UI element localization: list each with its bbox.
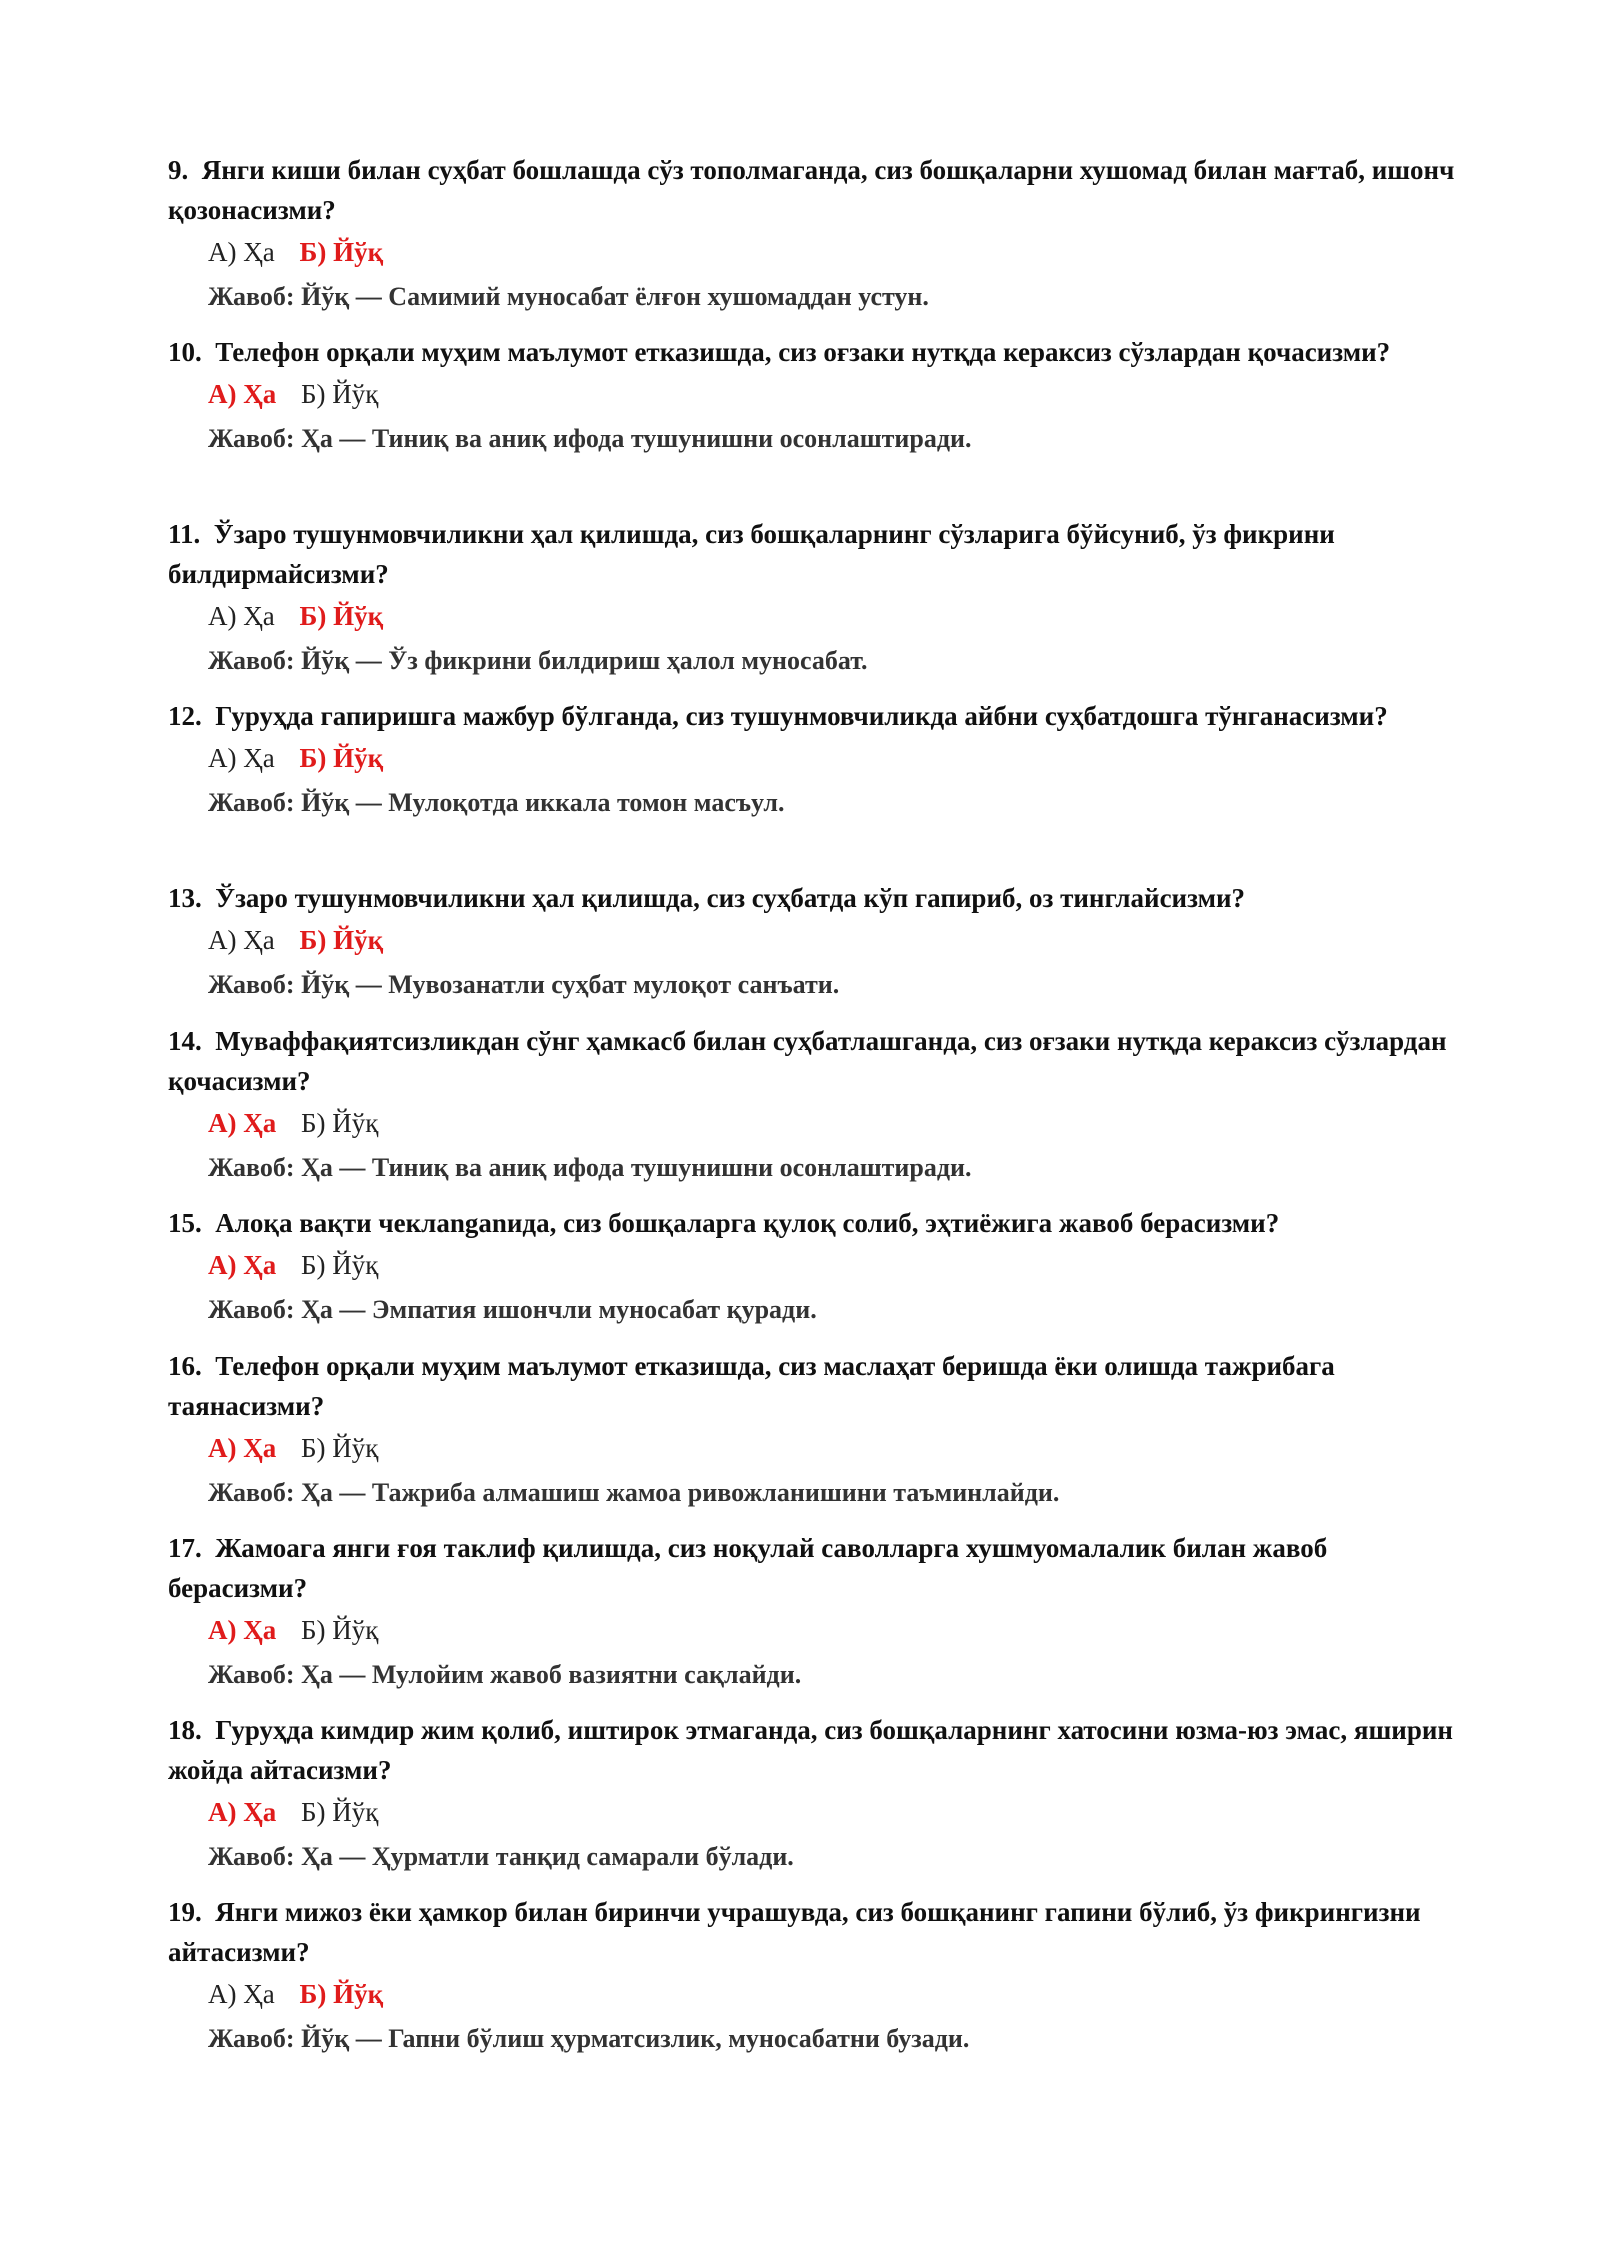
answer-line: Жавоб: Йўқ — Мувозанатли суҳбат мулоқот санъати. xyxy=(208,970,840,999)
option-b-correct: Б) Йўқ xyxy=(299,1979,384,2009)
question-body: Телефон орқали муҳим маълумот етказишда, сиз оғзаки нутқда кераксиз сўзлардан қочасизми? xyxy=(215,337,1391,367)
question-body: Телефон орқали муҳим маълумот етказишда, сиз маслаҳат беришда ёки олишда тажрибага таянасизми? xyxy=(168,1351,1335,1421)
answer-line: Жавоб: Ҳа — Ҳурматли танқид самарали бўлади. xyxy=(208,1842,794,1871)
question-block-15 xyxy=(168,1203,1458,1329)
option-a: А) Ҳа xyxy=(208,743,275,773)
options-row xyxy=(208,1792,1458,1832)
question-text xyxy=(168,514,1458,594)
option-a-correct: А) Ҳа xyxy=(208,1108,277,1138)
question-text xyxy=(168,1021,1458,1101)
option-a: А) Ҳа xyxy=(208,1979,275,2009)
option-a: А) Ҳа xyxy=(208,237,275,267)
question-body: Гуруҳда гапиришга мажбур бўлганда, сиз тушунмовчиликда айбни суҳбатдошга тўнганасизми? xyxy=(215,701,1388,731)
option-a-correct: А) Ҳа xyxy=(208,1797,277,1827)
options-row xyxy=(208,1610,1458,1650)
question-block-14 xyxy=(168,1021,1458,1187)
question-block-16 xyxy=(168,1346,1458,1512)
option-b: Б) Йўқ xyxy=(301,1433,379,1463)
answer-line: Жавоб: Ҳа — Тиниқ ва аниқ ифода тушунишни осонлаштиради. xyxy=(208,1153,972,1182)
question-block-17 xyxy=(168,1528,1458,1694)
question-text xyxy=(168,696,1458,736)
question-block-13 xyxy=(168,878,1458,1004)
question-body: Янги мижоз ёки ҳамкор билан биринчи учрашувда, сиз бошқанинг гапини бўлиб, ўз фикрингизни айтасизми? xyxy=(168,1897,1421,1967)
question-text xyxy=(168,1892,1458,1972)
question-block-10 xyxy=(168,332,1458,458)
option-a-correct: А) Ҳа xyxy=(208,379,277,409)
question-number: 18. xyxy=(168,1715,202,1745)
option-a-correct: А) Ҳа xyxy=(208,1433,277,1463)
option-b: Б) Йўқ xyxy=(301,379,379,409)
options-row xyxy=(208,1103,1458,1143)
option-b-correct: Б) Йўқ xyxy=(299,601,384,631)
question-body: Муваффақиятсизликдан сўнг ҳамкасб билан суҳбатлашганда, сиз оғзаки нутқда кераксиз сўзлардан қочасизми? xyxy=(168,1026,1447,1096)
options-row xyxy=(208,596,1458,636)
answer-line: Жавоб: Ҳа — Мулойим жавоб вазиятни сақлайди. xyxy=(208,1660,802,1689)
answer-line: Жавоб: Ҳа — Эмпатия ишончли муносабат қуради. xyxy=(208,1295,817,1324)
option-a: А) Ҳа xyxy=(208,925,275,955)
option-b: Б) Йўқ xyxy=(301,1615,379,1645)
question-number: 15. xyxy=(168,1208,202,1238)
question-block-19 xyxy=(168,1892,1458,2058)
answer-line: Жавоб: Ҳа — Тиниқ ва аниқ ифода тушунишни осонлаштиради. xyxy=(208,424,972,453)
question-number: 17. xyxy=(168,1533,202,1563)
question-number: 16. xyxy=(168,1351,202,1381)
question-block-9 xyxy=(168,150,1458,316)
question-text xyxy=(168,332,1458,372)
question-block-18 xyxy=(168,1710,1458,1876)
question-text xyxy=(168,150,1458,230)
question-number: 12. xyxy=(168,701,202,731)
question-block-12 xyxy=(168,696,1458,822)
question-body: Ўзаро тушунмовчиликни ҳал қилишда, сиз суҳбатда кўп гапириб, оз тинглайсизми? xyxy=(215,883,1246,913)
question-text xyxy=(168,1203,1458,1243)
question-body: Алоқа вақти чеклanganида, сиз бошқаларга қулоқ солиб, эҳтиёжига жавоб берасизми? xyxy=(215,1208,1280,1238)
question-text xyxy=(168,1346,1458,1426)
options-row xyxy=(208,374,1458,414)
question-text xyxy=(168,878,1458,918)
option-b-correct: Б) Йўқ xyxy=(299,925,384,955)
options-row xyxy=(208,232,1458,272)
question-text xyxy=(168,1528,1458,1608)
question-body: Гуруҳда кимдир жим қолиб, иштирок этмаганда, сиз бошқаларнинг хатосини юзма-юз эмас, яширин жойда айтасизми? xyxy=(168,1715,1453,1785)
question-block-11 xyxy=(168,514,1458,680)
option-b-correct: Б) Йўқ xyxy=(299,743,384,773)
question-number: 19. xyxy=(168,1897,202,1927)
question-text xyxy=(168,1710,1458,1790)
question-number: 13. xyxy=(168,883,202,913)
option-b: Б) Йўқ xyxy=(301,1108,379,1138)
answer-line: Жавоб: Ҳа — Тажриба алмашиш жамоа ривожланишини таъминлайди. xyxy=(208,1478,1060,1507)
answer-line: Жавоб: Йўқ — Мулоқотда иккала томон масъул. xyxy=(208,788,785,817)
options-row xyxy=(208,1428,1458,1468)
options-row xyxy=(208,1974,1458,2014)
question-number: 10. xyxy=(168,337,202,367)
question-body: Ўзаро тушунмовчиликни ҳал қилишда, сиз бошқаларнинг сўзларига бўйсуниб, ўз фикрини билдирмайсизми? xyxy=(168,519,1335,589)
options-row xyxy=(208,1245,1458,1285)
question-body: Жамоага янги ғоя таклиф қилишда, сиз ноқулай саволларга хушмуомалалик билан жавоб берасизми? xyxy=(168,1533,1328,1603)
option-b: Б) Йўқ xyxy=(301,1250,379,1280)
question-body: Янги киши билан суҳбат бошлашда сўз тополмаганда, сиз бошқаларни хушомад билан мағтаб, ишонч қозонасизми? xyxy=(168,155,1455,225)
options-row xyxy=(208,738,1458,778)
option-a-correct: А) Ҳа xyxy=(208,1250,277,1280)
option-b-correct: Б) Йўқ xyxy=(299,237,384,267)
option-b: Б) Йўқ xyxy=(301,1797,379,1827)
question-number: 9. xyxy=(168,155,189,185)
answer-line: Жавоб: Йўқ — Ўз фикрини билдириш ҳалол муносабат. xyxy=(208,646,868,675)
question-number: 14. xyxy=(168,1026,202,1056)
question-number: 11. xyxy=(168,519,201,549)
answer-line: Жавоб: Йўқ — Гапни бўлиш ҳурматсизлик, муносабатни бузади. xyxy=(208,2024,970,2053)
option-a-correct: А) Ҳа xyxy=(208,1615,277,1645)
option-a: А) Ҳа xyxy=(208,601,275,631)
answer-line: Жавоб: Йўқ — Самимий муносабат ёлғон хушомаддан устун. xyxy=(208,282,929,311)
options-row xyxy=(208,920,1458,960)
